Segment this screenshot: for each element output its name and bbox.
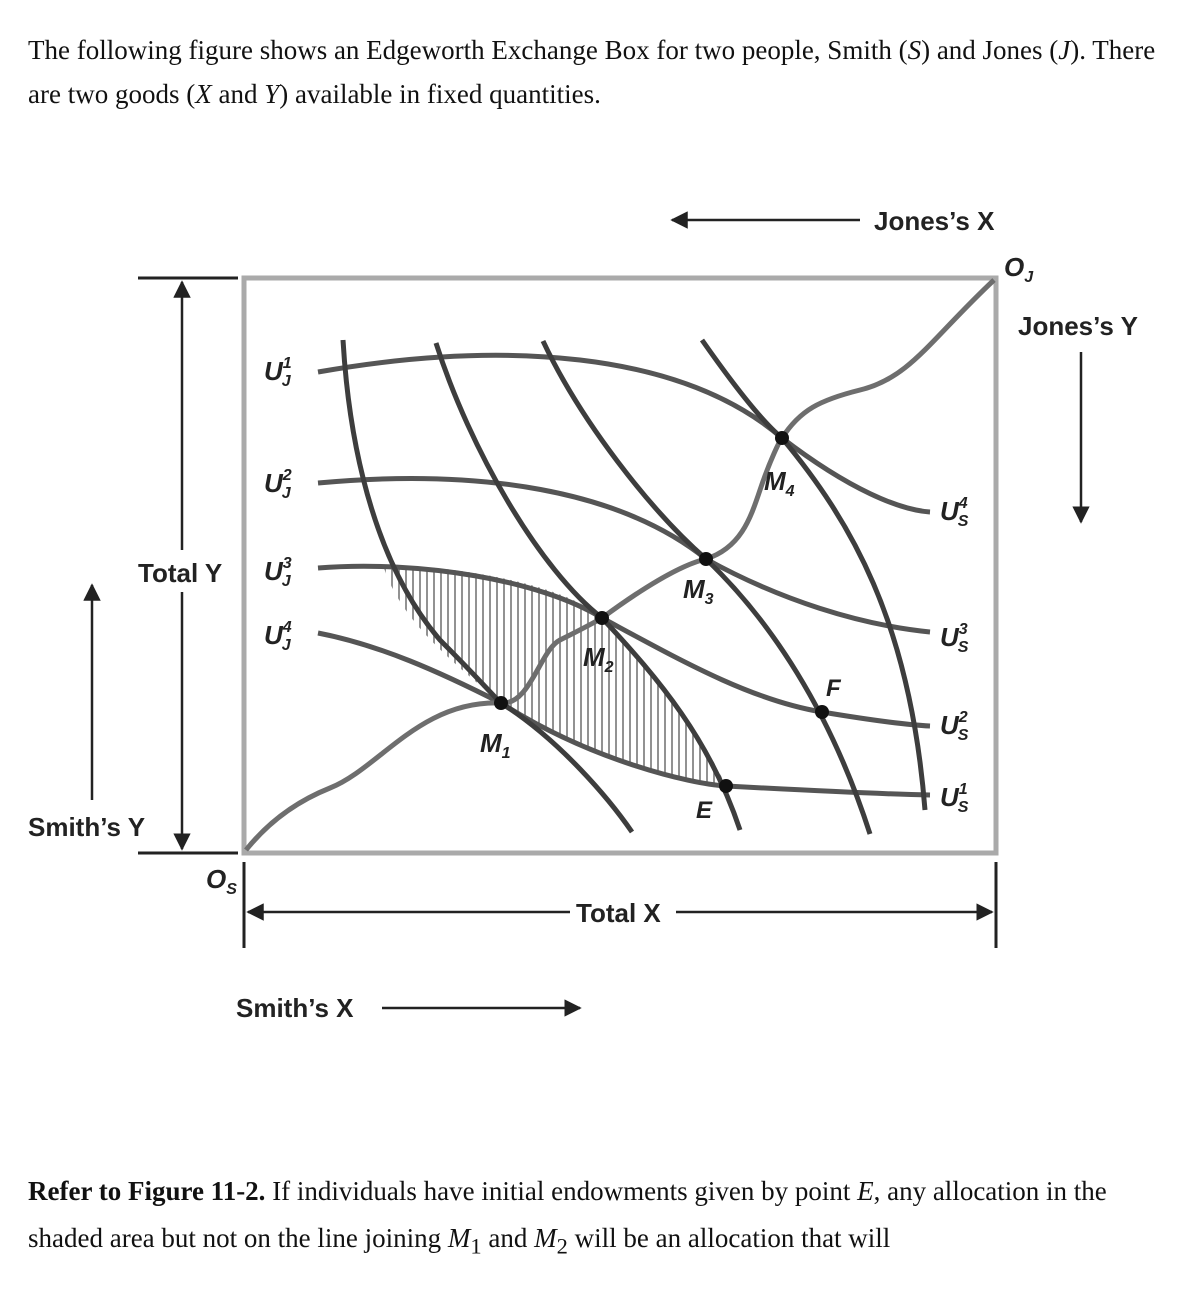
label-us1: $U^1$ S <box>940 781 969 816</box>
label-us2: $U^2$ S <box>940 709 969 744</box>
label-m2: $M_2$ <box>583 642 614 676</box>
label-origin-smith: $O_S$ <box>206 864 237 898</box>
label-f: F <box>826 675 841 702</box>
label-us4: $U^4$ S <box>940 495 969 530</box>
label-uj4: $U^4$ J <box>264 619 292 654</box>
point-f <box>815 705 829 719</box>
label-total-x: Total X <box>576 898 661 928</box>
point-e <box>719 779 733 793</box>
label-origin-jones: $O_J$ <box>1004 252 1034 286</box>
label-jones-x: Jones’s X <box>874 206 995 236</box>
label-m4: $M_4$ <box>764 466 795 500</box>
label-uj1: $U^1$ J <box>264 355 292 390</box>
label-uj2: $U^2$ J <box>264 467 292 502</box>
point-m2 <box>595 611 609 625</box>
jones-curve-3 <box>318 566 930 726</box>
smith-curve-1 <box>343 340 632 832</box>
question-text: Refer to Figure 11-2. If individuals have initial endowments given by point E, any allocation in the shaded area but not on the line joining $M_1$ and $M_2$ will be an allocation that will <box>28 1176 1107 1259</box>
label-us3: $U^3$ S <box>940 621 969 656</box>
label-jones-y: Jones’s Y <box>1018 311 1138 341</box>
label-m3: $M_3$ <box>683 574 714 608</box>
label-e: E <box>696 797 713 824</box>
jones-curve-1 <box>318 355 930 512</box>
label-smith-x: Smith’s X <box>236 993 354 1023</box>
point-m4 <box>775 431 789 445</box>
label-uj3: $U^3$ J <box>264 555 292 590</box>
label-m1: $M_1$ <box>480 728 511 762</box>
label-total-y: Total Y <box>138 558 223 588</box>
point-m3 <box>699 552 713 566</box>
intro-text: The following figure shows an Edgeworth Exchange Box for two people, Smith (S) and Jones (J). There are two goods (X and Y) available in fixed quantities. <box>28 35 1156 109</box>
point-m1 <box>494 696 508 710</box>
jones-curve-2 <box>318 479 930 632</box>
label-smith-y: Smith’s Y <box>28 812 146 842</box>
